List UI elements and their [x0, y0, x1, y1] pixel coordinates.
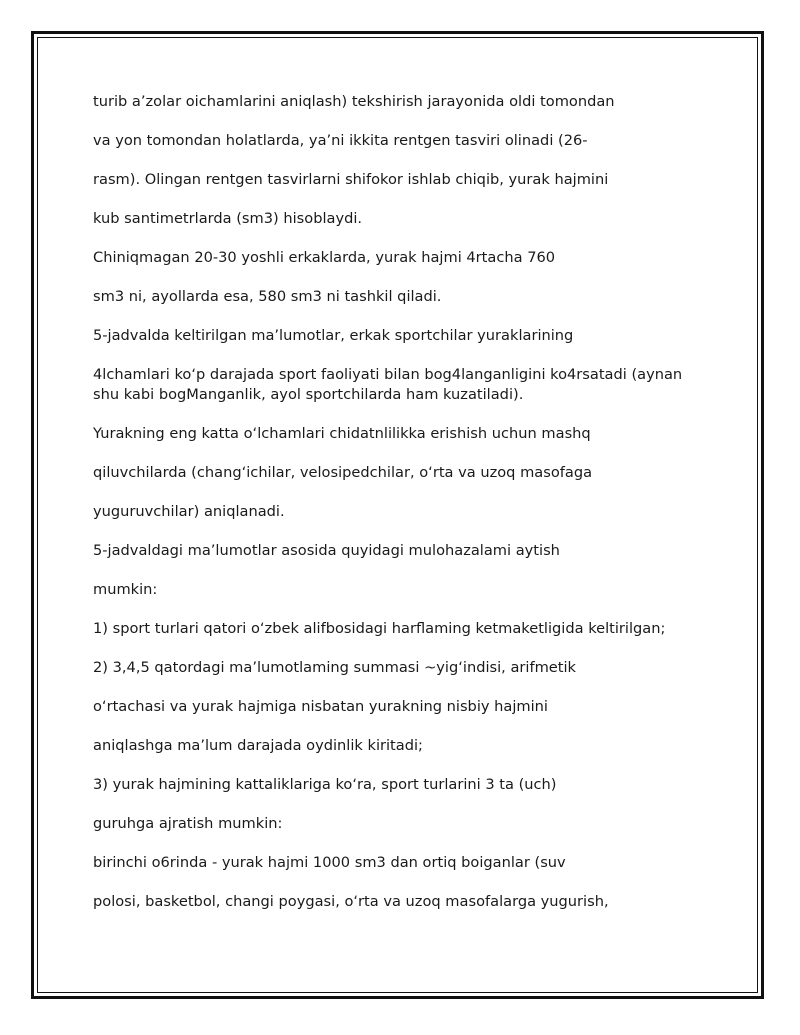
- text-line: kub santimetrlarda (sm3) hisoblaydi.: [93, 210, 363, 227]
- text-line: 5-jadvaldagi ma’lumotlar asosida quyidagi mulohazalami aytish: [93, 542, 560, 559]
- text-line: Yurakning eng katta o‘lchamlari chidatnlilikka erishish uchun mashq: [93, 425, 591, 442]
- document-body: [93, 92, 703, 931]
- text-line: mumkin:: [93, 581, 158, 598]
- text-line: rasm). Olingan rentgen tasvirlarni shifokor ishlab chiqib, yurak hajmini: [93, 171, 609, 188]
- text-line: 5-jadvalda keltirilgan ma’lumotlar, erkak sportchilar yuraklarining: [93, 327, 574, 344]
- text-line: aniqlashga ma’lum darajada oydinlik kiritadi;: [93, 737, 423, 754]
- text-line: polosi, basketbol, changi poygasi, o‘rta va uzoq masofalarga yugurish,: [93, 893, 609, 910]
- text-line: qiluvchilarda (chang‘ichilar, velosipedchilar, o‘rta va uzoq masofaga: [93, 464, 593, 481]
- text-line: yuguruvchilar) aniqlanadi.: [93, 503, 285, 520]
- text-line: o‘rtachasi va yurak hajmiga nisbatan yurakning nisbiy hajmini: [93, 698, 548, 715]
- text-line: 1) sport turlari qatori o‘zbek alifbosidagi harflaming ketmaketligida keltirilgan;: [93, 620, 666, 637]
- text-line: 2) 3,4,5 qatordagi ma’lumotlaming summasi ~yig‘indisi, arifmetik: [93, 659, 577, 676]
- text-line: guruhga ajratish mumkin:: [93, 815, 283, 832]
- text-line: sm3 ni, ayollarda esa, 580 sm3 ni tashkil qiladi.: [93, 288, 442, 305]
- text-line: shu kabi bogManganlik, ayol sportchilarda ham kuzatiladi).: [93, 386, 524, 403]
- text-line: birinchi o6rinda - yurak hajmi 1000 sm3 dan ortiq boiganlar (suv: [93, 854, 566, 871]
- text-line: turib a’zolar oichamlarini aniqlash) tekshirish jarayonida oldi tomondan: [93, 93, 615, 110]
- text-line: va yon tomondan holatlarda, ya’ni ikkita rentgen tasviri olinadi (26-: [93, 132, 588, 149]
- text-line: 4lchamlari ko‘p darajada sport faoliyati bilan bog4langanligini ko4rsatadi (aynan: [93, 366, 683, 383]
- text-line: 3) yurak hajmining kattaliklariga ko‘ra, sport turlarini 3 ta (uch): [93, 776, 557, 793]
- text-line: Chiniqmagan 20-30 yoshli erkaklarda, yurak hajmi 4rtacha 760: [93, 249, 556, 266]
